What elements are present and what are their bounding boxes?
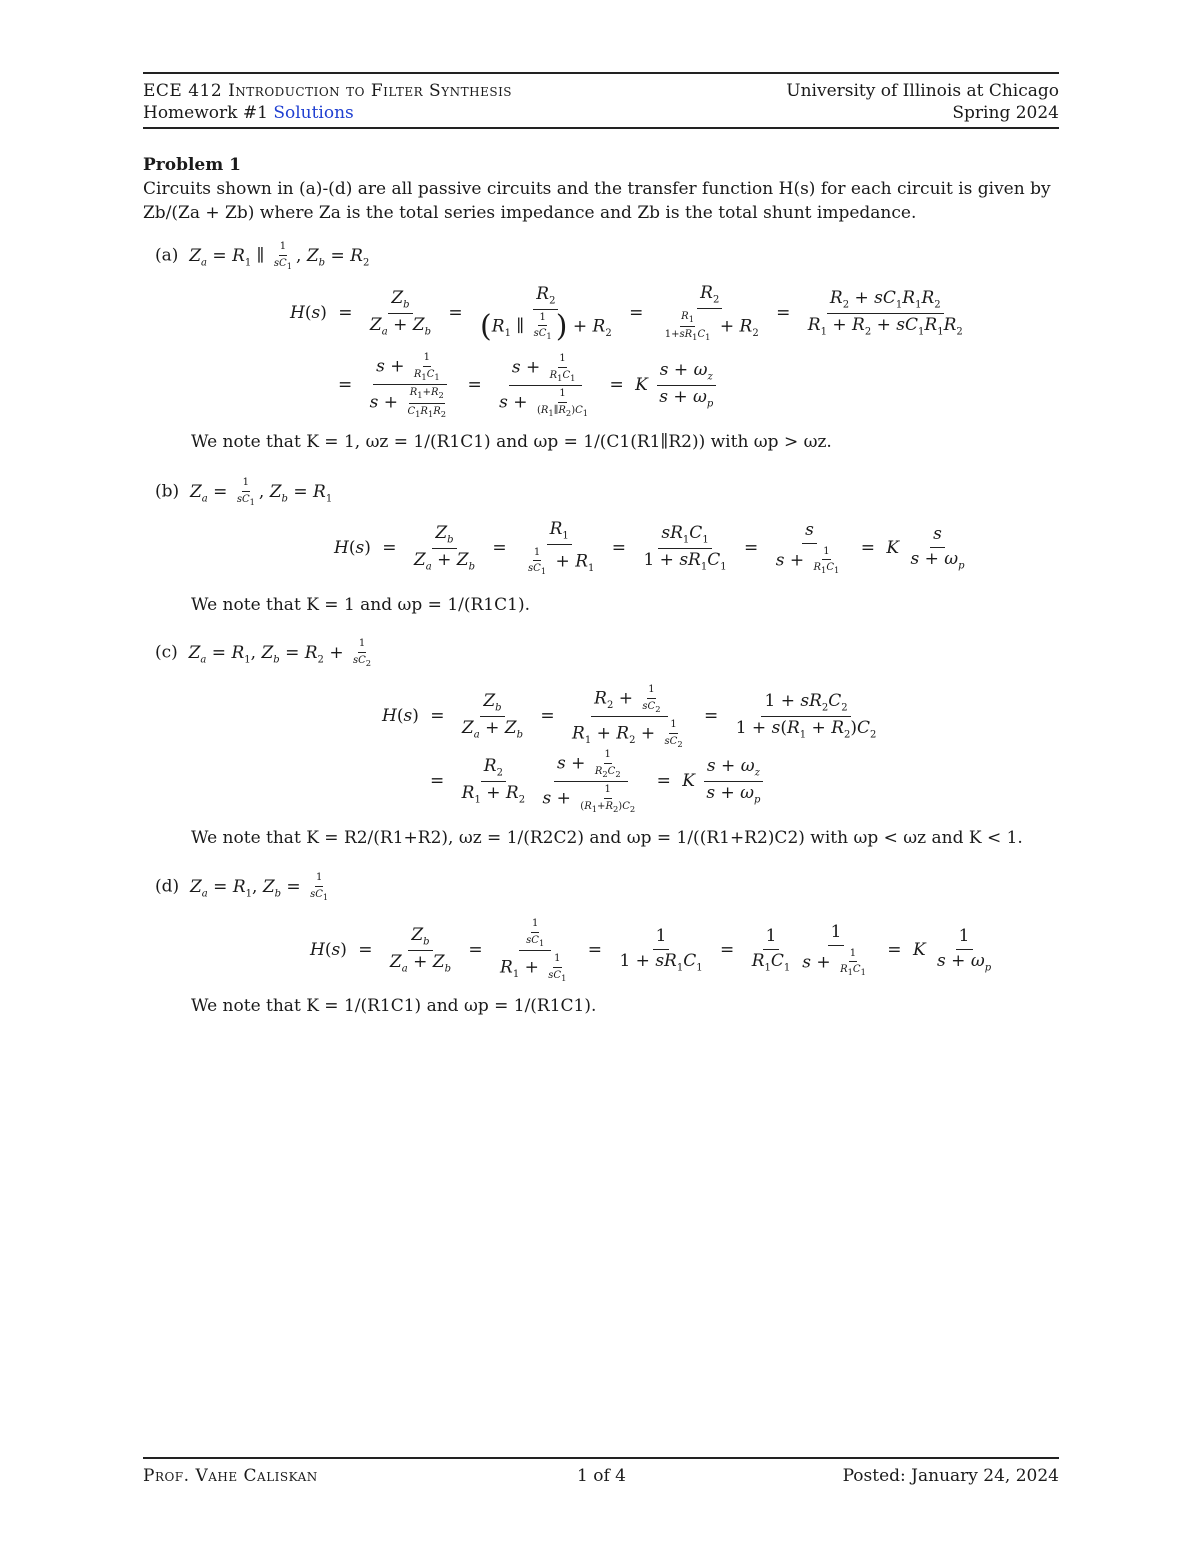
part-d-label: (d): [155, 876, 180, 897]
term: Spring 2024: [952, 103, 1059, 123]
part-c-heading: [155, 638, 375, 668]
part-c-label: (c): [155, 642, 178, 663]
homework-title: [143, 103, 354, 123]
part-c-note: [191, 828, 1023, 848]
part-d-equation: H(s) = $\frac{Z_b}{Z_a + Z_b}$ = $\frac{1}{sC_1}$ $R_1$ + $\frac{1}{sC_1}$ = $\frac{1}{1 + sR_1C_1}$ = $\frac{1}{R_1C_1}$ 1 s + $\frac{1}{R_1C_1}$ = K $\frac{1}{s + \omega_p}$: [310, 918, 992, 983]
homework-number: Homework #1: [143, 103, 268, 123]
part-d-heading: [155, 872, 332, 902]
part-b-heading: [155, 477, 332, 507]
part-b-label: (b): [155, 481, 180, 502]
part-b-equation: H(s) = $\frac{Z_b}{Z_a + Z_b}$ = $R_1$ $\frac{1}{sC_1}$ + $R_1$ = $\frac{sR_1C_1}{1 + sR_1C_1}$ = s s + $\frac{1}{R_1C_1}$ = K $\frac{s}{s + \omega_p}$: [334, 519, 965, 577]
part-a-equation-2: = s + $\frac{1}{R_1C_1}$ s + $\frac{R_1+R_2}{C_1R_1R_2}$ = s + $\frac{1}{R_1C_1}$ s + $\frac{1}{(R_1\parallel R_2)C_1}$ = K $\frac{s + \omega_z}{s + \omega_p}$: [332, 352, 719, 419]
problem-title: Problem 1: [143, 155, 241, 175]
part-c-impedances: $Z_a = R_1$, $Z_b = R_2$ + $\frac{1}{sC_2}$: [188, 638, 372, 668]
header-bottom-rule: [143, 127, 1059, 129]
header-top-rule: [143, 72, 1059, 74]
part-a-note: [191, 432, 832, 452]
footer-page-number: 1 of 4: [577, 1466, 626, 1486]
part-a-note-text: K = 1, ωz = 1/(R1C1) and ωp = 1/(C1(R1∥R2)) with ωp > ωz.: [306, 432, 832, 452]
part-c-equation-2: = $\frac{R_2}{R_1 + R_2}$ s + $\frac{1}{R_2C_2}$ s + $\frac{1}{(R_1+R_2)C_2}$ = K $\frac{s + \omega_z}{s + \omega_p}$: [424, 749, 766, 814]
part-a-label: (a): [155, 245, 179, 266]
part-a-note-prefix: We note that: [191, 432, 301, 452]
part-b-impedances: $Z_a$ = $\frac{1}{sC_1}$ , $Z_b = R_1$: [189, 477, 333, 507]
university-name: University of Illinois at Chicago: [786, 81, 1059, 101]
part-b-note-text: K = 1 and ωp = 1/(R1C1).: [306, 595, 530, 615]
problem-intro-line-1: Circuits shown in (a)-(d) are all passive circuits and the transfer function H(s) for each circuit is given by: [143, 179, 1051, 199]
solutions-link[interactable]: Solutions: [273, 103, 354, 123]
problem-intro-line-2: Zb/(Za + Zb) where Za is the total series impedance and Zb is the total shunt impedance.: [143, 203, 917, 223]
part-b-note: [191, 595, 530, 615]
problem-intro: [143, 177, 1063, 225]
part-c-note-text: K = R2/(R1+R2), ωz = 1/(R2C2) and ωp = 1/((R1+R2)C2) with ωp < ωz and K < 1.: [306, 828, 1023, 848]
part-d-note-text: K = 1/(R1C1) and ωp = 1/(R1C1).: [306, 996, 597, 1016]
footer-posted-date: Posted: January 24, 2024: [842, 1466, 1059, 1486]
part-d-impedances: $Z_a = R_1$, $Z_b$ = $\frac{1}{sC_1}$: [189, 872, 329, 902]
part-a-heading: [155, 241, 369, 271]
part-c-note-prefix: We note that: [191, 828, 301, 848]
part-d-note-prefix: We note that: [191, 996, 301, 1016]
part-d-note: [191, 996, 596, 1016]
part-b-note-prefix: We note that: [191, 595, 301, 615]
part-a-equation-1: H(s) = $\frac{Z_b}{Z_a + Z_b}$ = $R_2$ ($R_1$ ∥ $\frac{1}{sC_1}$ ) + $R_2$ = $R_2$ $\frac{R_1}{1+sR_1C_1}$ + $R_2$ = $\frac{R_2 + sC_1R_1R_2}{R_1 + R_2 + sC_1R_1R_2}$: [290, 283, 963, 344]
part-a-impedances: $Z_a = R_1$ ∥ $\frac{1}{sC_1}$ , $Z_b = R_2$: [189, 241, 370, 271]
footer-rule: [143, 1457, 1059, 1459]
course-title: ECE 412 Introduction to Filter Synthesis: [143, 81, 513, 101]
footer-author: Prof. Vahe Caliskan: [143, 1466, 318, 1486]
part-c-equation-1: H(s) = $\frac{Z_b}{Z_a + Z_b}$ = $R_2$ + $\frac{1}{sC_2}$ $R_1 + R_2$ + $\frac{1}{sC_2}$ = $\frac{1 + sR_2C_2}{1 + s(R_1 + R_2)C_2}$: [382, 684, 877, 749]
